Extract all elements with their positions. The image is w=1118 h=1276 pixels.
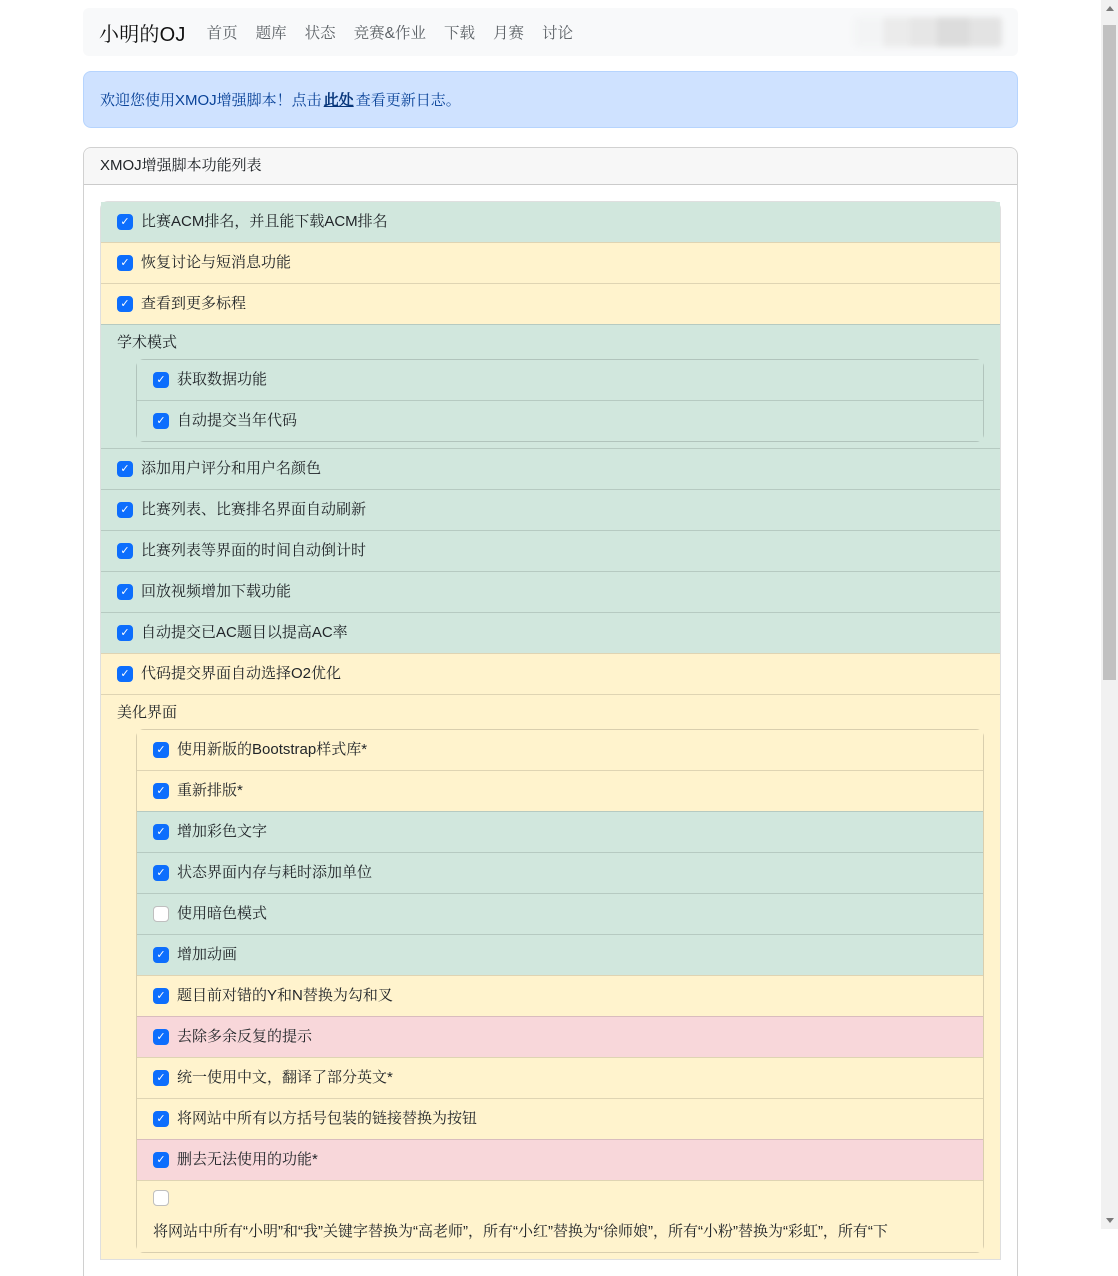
feature-label: 比赛ACM排名，并且能下载ACM排名 (141, 213, 388, 230)
feature-label: 将网站中所有“小明”和“我”关键字替换为“高老师”，所有“小红”替换为“徐师娘”，所有“小粉”替换为“彩虹”，所有“下 (153, 1223, 888, 1240)
checkbox-checked[interactable]: ✓ (117, 666, 133, 682)
checkbox-checked[interactable]: ✓ (153, 1029, 169, 1045)
feature-label: 自动提交当年代码 (177, 412, 298, 429)
checkbox-checked[interactable]: ✓ (117, 543, 133, 559)
feature-item (137, 770, 983, 811)
feature-item (101, 612, 1000, 653)
checkbox-checked[interactable]: ✓ (117, 625, 133, 641)
checkbox-checked[interactable]: ✓ (153, 824, 169, 840)
feature-label: 查看到更多标程 (141, 295, 247, 312)
feature-group-label: 美化界面 (117, 704, 178, 721)
feature-item (101, 489, 1000, 530)
feature-label: 恢复讨论与短消息功能 (141, 254, 292, 271)
feature-label: 状态界面内存与耗时添加单位 (177, 864, 373, 881)
feature-item (101, 242, 1000, 283)
feature-item (137, 400, 983, 441)
feature-item (101, 448, 1000, 489)
feature-group-label: 学术模式 (117, 334, 178, 351)
site-brand[interactable]: 小明的OJ (99, 23, 186, 46)
feature-item (101, 283, 1000, 324)
feature-item (137, 893, 983, 934)
changelog-link[interactable]: 此处 (323, 92, 354, 109)
scrollbar-thumb[interactable] (1103, 25, 1116, 680)
feature-item (101, 653, 1000, 694)
feature-item (137, 1098, 983, 1139)
checkbox-checked[interactable]: ✓ (117, 296, 133, 312)
checkbox-checked[interactable]: ✓ (117, 584, 133, 600)
card-body (84, 185, 1017, 1276)
feature-item (137, 975, 983, 1016)
feature-label: 使用暗色模式 (177, 905, 268, 922)
nav-link-5[interactable]: 月赛 (492, 25, 524, 42)
feature-label: 使用新版的Bootstrap样式库* (177, 741, 368, 758)
feature-item (137, 1180, 983, 1252)
feature-item (137, 852, 983, 893)
feature-label: 将网站中所有以方括号包装的链接替换为按钮 (177, 1110, 478, 1127)
feature-item (137, 1016, 983, 1057)
feature-item (101, 202, 1000, 242)
feature-item (137, 811, 983, 852)
feature-label: 增加动画 (177, 946, 238, 963)
feature-label: 删去无法使用的功能* (177, 1151, 318, 1168)
nav-link-6[interactable]: 讨论 (541, 25, 573, 42)
checkbox-unchecked[interactable] (153, 906, 169, 922)
checkbox-checked[interactable]: ✓ (153, 372, 169, 388)
user-menu-redacted[interactable] (854, 17, 1002, 47)
feature-item (101, 530, 1000, 571)
feature-item (101, 571, 1000, 612)
checkbox-checked[interactable]: ✓ (153, 1111, 169, 1127)
feature-label: 添加用户评分和用户名颜色 (141, 460, 322, 477)
feature-group (101, 324, 1000, 448)
checkbox-checked[interactable]: ✓ (117, 214, 133, 230)
checkbox-checked[interactable]: ✓ (117, 461, 133, 477)
card-title: XMOJ增强脚本功能列表 (84, 148, 1017, 185)
welcome-alert (83, 71, 1018, 128)
nav-link-0[interactable]: 首页 (206, 25, 238, 42)
scroll-up-icon[interactable] (1101, 0, 1118, 17)
triangle-up-icon (1106, 6, 1114, 11)
feature-label: 代码提交界面自动选择O2优化 (141, 665, 342, 682)
checkbox-checked[interactable]: ✓ (153, 947, 169, 963)
feature-label: 获取数据功能 (177, 371, 268, 388)
feature-label: 增加彩色文字 (177, 823, 268, 840)
feature-label: 回放视频增加下载功能 (141, 583, 292, 600)
feature-item (137, 934, 983, 975)
nav-link-3[interactable]: 竞赛&作业 (353, 25, 426, 42)
checkbox-checked[interactable]: ✓ (117, 255, 133, 271)
feature-label: 统一使用中文，翻译了部分英文* (177, 1069, 393, 1086)
scrollbar[interactable] (1101, 0, 1118, 1229)
feature-label: 去除多余反复的提示 (177, 1028, 313, 1045)
feature-item (137, 1139, 983, 1180)
alert-text-suffix: 查看更新日志。 (355, 92, 461, 109)
feature-label: 比赛列表等界面的时间自动倒计时 (141, 542, 367, 559)
nested-feature-list (136, 729, 984, 1253)
checkbox-checked[interactable]: ✓ (153, 783, 169, 799)
checkbox-checked[interactable]: ✓ (153, 1152, 169, 1168)
checkbox-checked[interactable]: ✓ (153, 1070, 169, 1086)
feature-label: 重新排版* (177, 782, 243, 799)
checkbox-unchecked[interactable] (153, 1190, 169, 1206)
feature-card (83, 147, 1018, 1276)
checkbox-checked[interactable]: ✓ (153, 742, 169, 758)
feature-item (137, 1057, 983, 1098)
scroll-down-icon[interactable] (1101, 1212, 1118, 1229)
navbar (83, 8, 1018, 56)
checkbox-checked[interactable]: ✓ (153, 413, 169, 429)
feature-list (100, 201, 1001, 1260)
nav-link-4[interactable]: 下载 (443, 25, 475, 42)
feature-item (137, 730, 983, 770)
checkbox-checked[interactable]: ✓ (117, 502, 133, 518)
checkbox-checked[interactable]: ✓ (153, 865, 169, 881)
nested-feature-list (136, 359, 984, 442)
feature-group (101, 694, 1000, 1259)
nav-link-1[interactable]: 题库 (255, 25, 287, 42)
nav-link-2[interactable]: 状态 (304, 25, 336, 42)
nav-links (198, 21, 582, 43)
feature-item (137, 360, 983, 400)
checkbox-checked[interactable]: ✓ (153, 988, 169, 1004)
alert-text-prefix: 欢迎您使用XMOJ增强脚本！点击 (100, 92, 322, 109)
feature-label: 题目前对错的Y和N替换为勾和叉 (177, 987, 393, 1004)
feature-label: 比赛列表、比赛排名界面自动刷新 (141, 501, 367, 518)
triangle-down-icon (1106, 1218, 1114, 1223)
feature-label: 自动提交已AC题目以提高AC率 (141, 624, 348, 641)
page (0, 8, 1101, 1276)
